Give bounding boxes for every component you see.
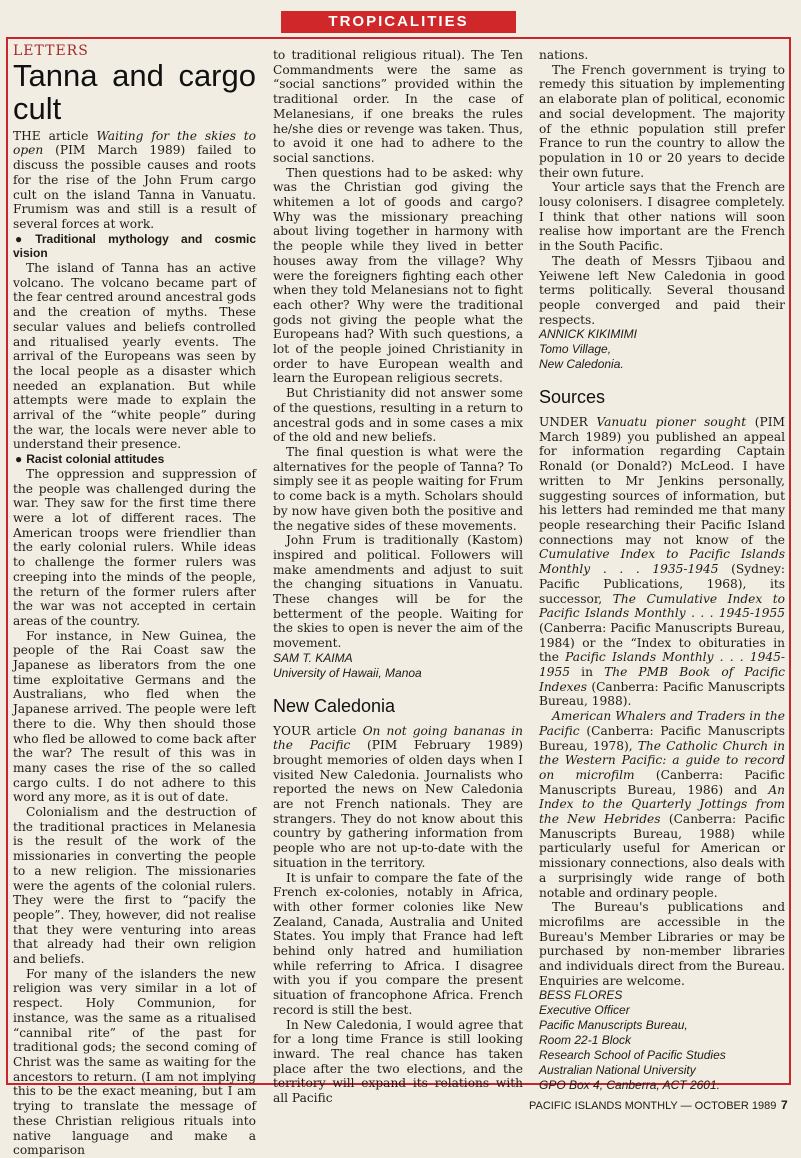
signature-line: Australian National University <box>539 1063 696 1078</box>
section-kicker: LETTERS <box>13 43 89 59</box>
paragraph: The oppression and suppression of the people was challenged during the war. They saw for the first time there were a lot of different races. The American troops were friendlier than the early colonial rulers. While ideas to challenge the former rulers was creeping into the minds of the people, the return of the former rulers after the war was not accepted in certain areas of the country. <box>13 466 256 628</box>
signature-line: Pacific Manuscripts Bureau, <box>539 1018 688 1033</box>
paragraph: The French government is trying to remedy this situation by implementing an elaborate plan of political, economic and social development. The majority of the ethnic population still prefer France to run the country to allow the population in 10 or 20 years to decide their own future. <box>539 62 785 180</box>
signature-line: BESS FLORES <box>539 988 623 1003</box>
signature-line: Executive Officer <box>539 1003 630 1018</box>
paragraph: The island of Tanna has an active volcano. The volcano became part of the fear centred around ancestral gods and the creation of myths. These secular values and beliefs controlled and ritualised yearly events. The arrival of the Europeans was seen by the local people as a disaster which needed an explanation. But while attempts were made to explain the arrival of the “white people” during the war, the locals were never able to understand their presence. <box>13 261 256 452</box>
page-number: 7 <box>781 1098 788 1112</box>
paragraph: In New Caledonia, I would agree that for a long time France is still looking inward. The real chance has taken place after the two elections, and the territory will expand its relations with all Pacific <box>273 1017 523 1106</box>
signature-line: Tomo Village, <box>539 342 612 357</box>
signature-affiliation: University of Hawaii, Manoa <box>273 665 422 680</box>
paragraph: John Frum is traditionally (Kastom) inspired and political. Followers will make amendments and adjust to suit the changing situations in Vanuatu. These changes will be for the betterment of the people. Waiting for the skies to open is never the aim of the movement. <box>273 533 523 651</box>
paragraph: For many of the islanders the new religion was very similar in a lot of respect. Holy Communion, for instance, was the same as a ritualised “cannibal rite” of the past for traditional gods; the second coming of Christ was the same as waiting for the ancestors to return. (I am not implying this to be the exact meaning, but I am trying to translate the message of these Christian religious rituals into native language and make a comparison <box>13 966 256 1158</box>
paragraph: nations. <box>539 48 589 62</box>
signature-name: SAM T. KAIMA <box>273 650 353 665</box>
paragraph: American Whalers and Traders in the Pacific (Canberra: Pacific Manuscripts Bureau, 1978), The Catholic Church in the Western Pacific: a guide to record on microfilm (Canberra: Pacific Manuscripts Bureau, 1986) and An Index to the Quarterly Jottings from the New Hebrides (Canberra: Pacific Manuscripts Bureau, 1988) while particularly useful for American or missionary connections, also deals with a surprisingly wide range of both notable and ordinary people. <box>539 709 785 900</box>
paragraph: The final question is what were the alternatives for the people of Tanna? To simply see it as people waiting for Frum to come back is a myth. Scholars should by now have given both the positive and the negative sides of these movements. <box>273 444 523 533</box>
paragraph: The Bureau's publications and microfilms are accessible in the Bureau's Member Libraries or may be purchased by non-member libraries and individuals direct from the Bureau. Enquiries are welcome. <box>539 900 785 988</box>
paragraph: It is unfair to compare the fate of the French ex-colonies, notably in Africa, with other former colonies like New Zealand, Canada, Australia and United States. You imply that France had left behind only hatred and humiliation while referring to Africa. I disagree with you if you compare the present situation of francophone Africa. French record is still the best. <box>273 870 523 1017</box>
article-headline: Tanna and cargo cult <box>13 57 256 126</box>
paragraph: Your article says that the French are lousy colonisers. I disagree completely. I think that other nations will soon realise how important are the French in the South Pacific. <box>539 180 785 254</box>
column-2 <box>273 48 523 1106</box>
section-banner: TROPICALITIES <box>281 11 516 33</box>
paragraph: The death of Messrs Tjibaou and Yeiwene left New Caledonia in good terms politically. Several thousand people converged and paid their respects. <box>539 253 785 327</box>
column-3 <box>539 48 785 1093</box>
bullet-icon: ● <box>15 231 32 246</box>
section-heading: Sources <box>539 387 606 408</box>
paragraph: Colonialism and the destruction of the traditional practices in Melanesia is the result of the work of the missionaries in converting the people to a new religion. The missionaries were the agents of the colonial rulers. They were the first to “pacify the people”. They, however, did not realise that they were venturing into areas that already had their own religion and beliefs. <box>13 805 256 967</box>
page-footer: PACIFIC ISLANDS MONTHLY — OCTOBER 1989 <box>529 1100 777 1112</box>
signature-line: Research School of Pacific Studies <box>539 1048 726 1063</box>
section-heading: New Caledonia <box>273 695 396 716</box>
subheading: ● Racist colonial attitudes <box>15 452 165 467</box>
signature-line: GPO Box 4, Canberra, ACT 2601. <box>539 1078 720 1093</box>
bullet-icon: ● <box>15 452 23 467</box>
column-1 <box>13 40 256 1158</box>
paragraph: YOUR article On not going bananas in the Pacific (PIM February 1989) brought memories of olden days when I visited New Caledonia. Journalists who reported the news on New Caledonia are not French nationals. They are strangers. They do not know about this country by gathering information from people who are not up-to-date with the situation in the territory. <box>273 723 523 870</box>
paragraph: Then questions had to be asked: why was the Christian god giving the whitemen a lot of goods and cargo? Why was the missionary preaching about living together in harmony with the people while they lived in better houses away from the village? Why were the foreigners fighting each other when they told Melanesians not to fight each other? Why were the traditional gods not giving the people what the Europeans had? With such questions, a lot of the people joined Christianity in order to have European wealth and learn the European religious secrets. <box>273 165 523 386</box>
paragraph: For instance, in New Guinea, the people of the Rai Coast saw the Japanese as liberators from the one time exploitative Germans and the Australians, who fled when the Japanese arrived. The people were left there to die. Why then should those who fled be allowed to come back after the war? The result of this was in many cases the rise of the so called cargo cults. I do not adhere to this word any more, as it is out of date. <box>13 628 256 805</box>
signature-line: New Caledonia. <box>539 357 624 372</box>
paragraph: UNDER Vanuatu pioner sought (PIM March 1989) you published an appeal for information regarding Captain Ronald (or Donald?) McLeod. I have written to Mr Jenkins personally, suggesting sources of information, but his letters had reminded me that many people researching their Pacific Island connections may not know of the Cumulative Index to Pacific Islands Monthly . . . 1935-1945 (Sydney: Pacific Publications, 1968), its successor, The Cumulative Index to Pacific Islands Monthly . . . 1945-1955 (Canberra: Pacific Manuscripts Bureau, 1984) or the “Index to obituraties in the Pacific Islands Monthly . . . 1945-1955 in The PMB Book of Pacific Indexes (Canberra: Pacific Manuscripts Bureau, 1988). <box>539 415 786 709</box>
signature-line: Room 22-1 Block <box>539 1033 632 1048</box>
signature-name: ANNICK KIKIMIMI <box>539 327 638 342</box>
paragraph: THE article Waiting for the skies to open (PIM March 1989) failed to discuss the possible causes and roots for the rise of the John Frum cargo cult on the island Tanna in Vanuatu. Frumism was and still is a result of several forces at work. <box>13 128 256 231</box>
paragraph: But Christianity did not answer some of the questions, resulting in a return to ancestral gods and in some cases a mix of the old and new beliefs. <box>273 386 523 445</box>
subheading: ● Traditional mythology and cosmic vision <box>13 231 256 261</box>
paragraph: to traditional religious ritual). The Ten Commandments were the same as “social sanctions” provided within the traditional order. In the case of Melanesians, if one breaks the rules he/she dies or revenge was taken. Thus, to avoid it one had to adhere to the social sanctions. <box>273 48 523 165</box>
